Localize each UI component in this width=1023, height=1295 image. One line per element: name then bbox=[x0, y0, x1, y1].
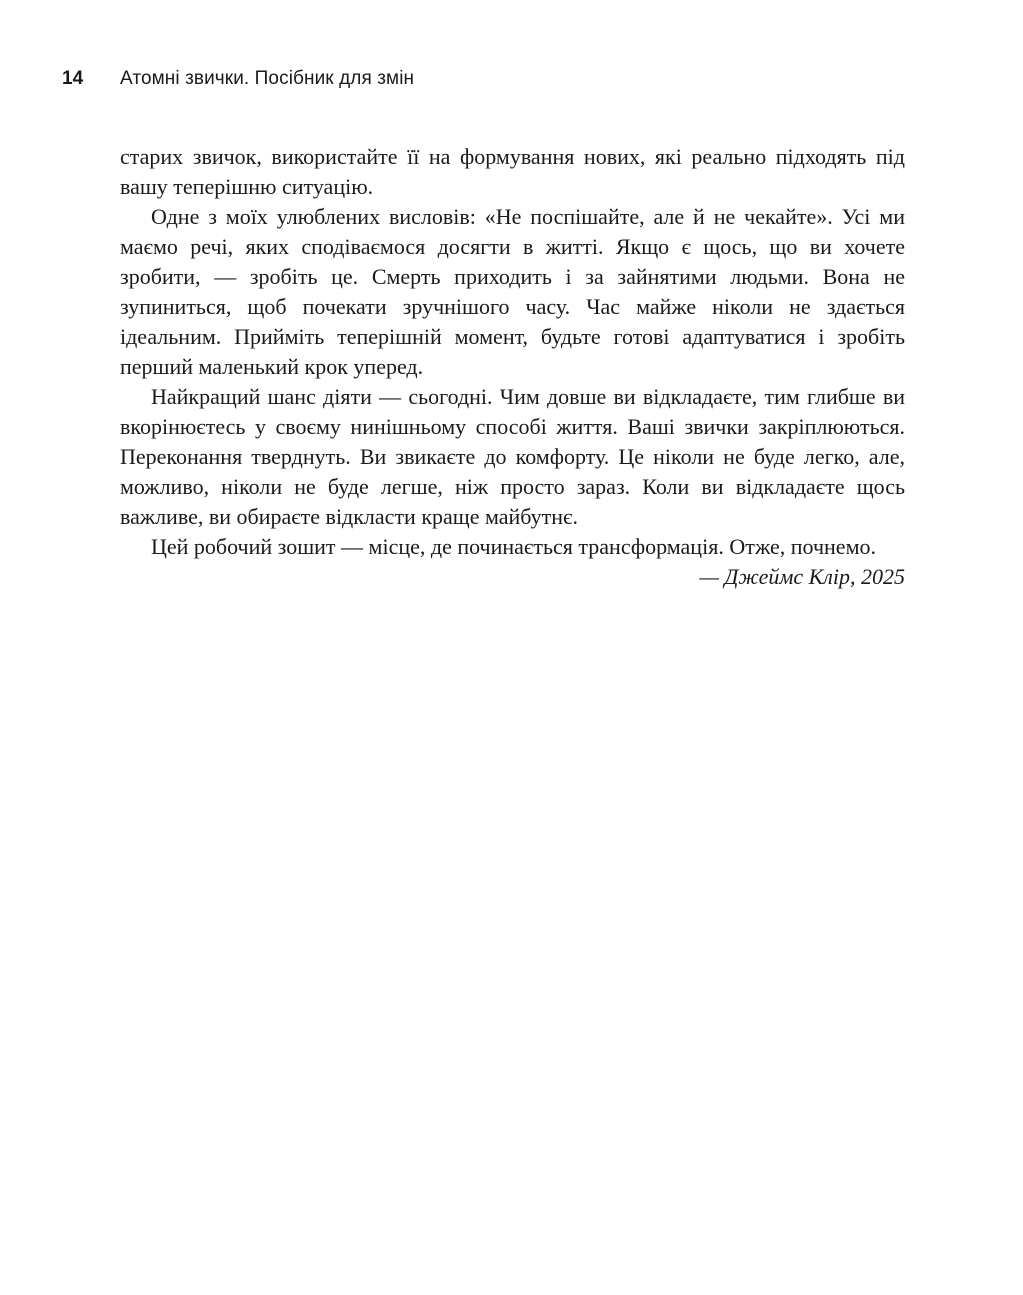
paragraph: Одне з моїх улюблених висловів: «Не поспішайте, але й не чекайте». Усі ми маємо речі, яких сподіваємося досягти в житті. Якщо є щось, що ви хочете зробити, — зробіть це. Смерть приходить і за зайнятими людьми. Вона не зупиниться, щоб почекати зручнішого часу. Час майже ніколи не здається ідеальним. Прийміть теперішній момент, будьте готові адаптуватися і зробіть перший маленький крок уперед. bbox=[120, 204, 905, 379]
body-text bbox=[120, 142, 905, 592]
page-number: 14 bbox=[62, 68, 84, 89]
author-signature: — Джеймс Клір, 2025 bbox=[699, 564, 905, 589]
paragraph: старих звичок, використайте її на формування нових, які реально підходять під вашу теперішню ситуацію. bbox=[120, 144, 905, 199]
paragraph: Цей робочий зошит — місце, де починається трансформація. Отже, почнемо. bbox=[151, 534, 876, 559]
paragraph: Найкращий шанс діяти — сьогодні. Чим довше ви відкладаєте, тим глибше ви вкорінюєтесь у своєму нинішньому способі життя. Ваші звички закріплюються. Переконання тверднуть. Ви звикаєте до комфорту. Це ніколи не буде легко, але, можливо, ніколи не буде легше, ніж просто зараз. Коли ви відкладаєте щось важливе, ви обираєте відкласти краще майбутнє. bbox=[120, 384, 905, 529]
running-title: Атомні звички. Посібник для змін bbox=[120, 68, 415, 89]
page-header bbox=[62, 68, 414, 90]
